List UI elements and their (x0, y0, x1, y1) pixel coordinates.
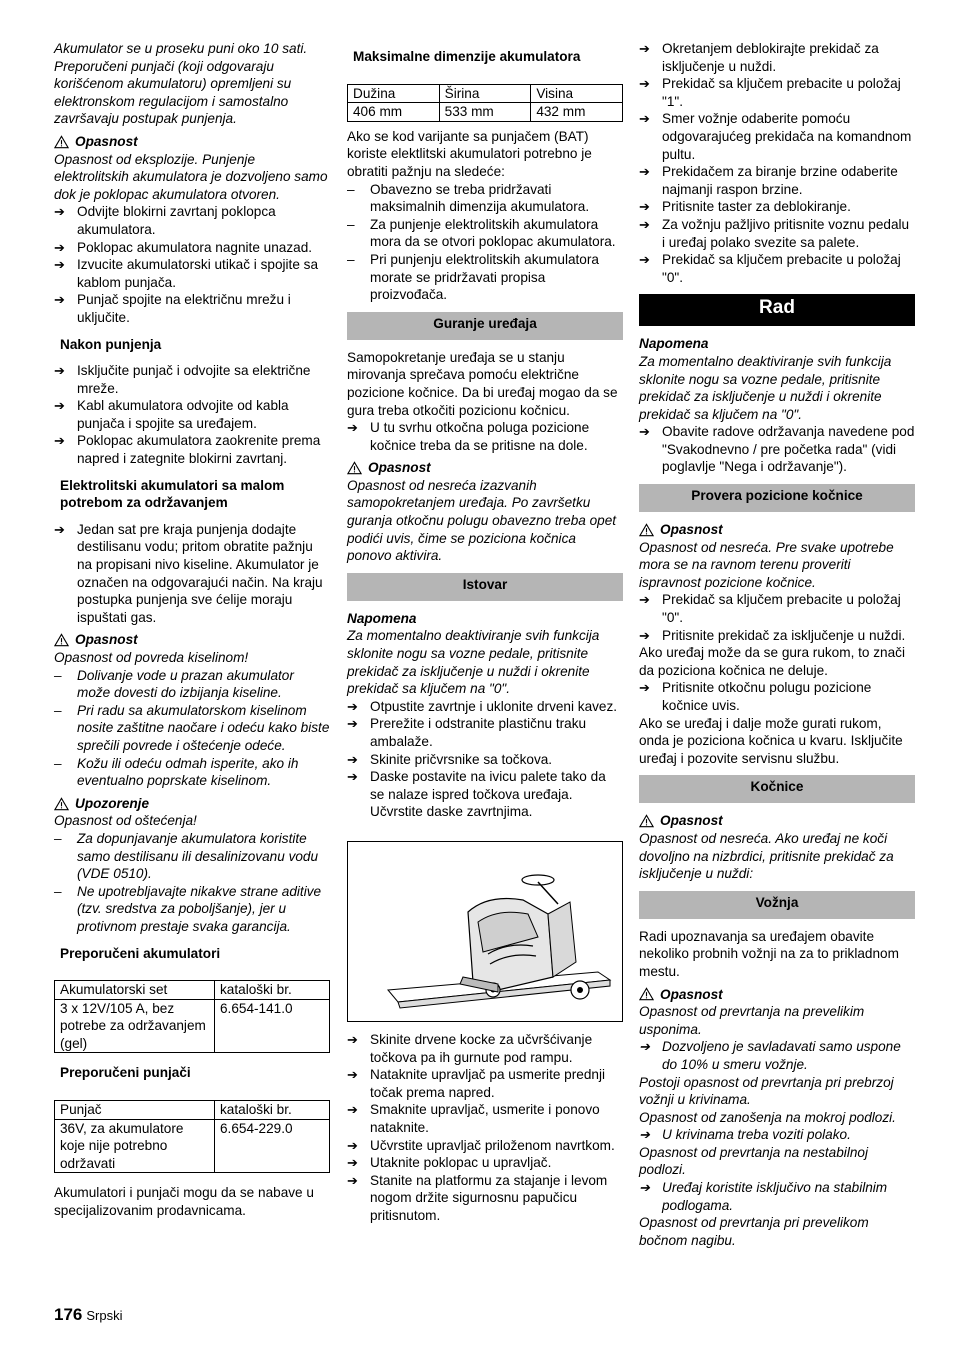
table-row: 3 x 12V/105 A, bez potrebe za održavanjem (gel) 6.654-141.0 (55, 999, 330, 1053)
dash-item: – Dolivanje vode u prazan akumulator može dovesti do izbijanja kiseline. (54, 667, 294, 701)
arrow-icon: ➔ (347, 751, 358, 767)
warning-triangle-icon (639, 523, 654, 537)
step-item: ➔ Otpustite zavrtnje i uklonite drveni kavez. (347, 698, 618, 714)
warning-text: Opasnost od prevrtanja na nestabilnoj podlozi. (639, 1144, 868, 1178)
warning-text: Opasnost od povreda kiselinom! (54, 650, 249, 665)
section-bar-brake-check: Provera pozicione kočnice (639, 484, 915, 512)
arrow-icon: ➔ (54, 239, 65, 255)
step-item: ➔ Smaknite upravljač, usmerite i ponovo nataknite. (347, 1102, 600, 1135)
arrow-icon: ➔ (639, 424, 650, 440)
step-item: ➔ U tu svrhu otkočna poluga pozicione kočnice treba da se pritisne na dole. (347, 420, 590, 453)
arrow-icon: ➔ (639, 1180, 650, 1196)
warning-heading (54, 795, 330, 813)
dash-item: – Pri punjenju elektrolitskih akumulatora morate se pridržavati propisa proizvođača. (347, 251, 599, 303)
step-item: ➔ Nataknite upravljač pa usmerite prednji točak prema napred. (347, 1067, 605, 1100)
step-item: ➔ Skinite drvene kocke za učvršćivanje točkova pa ih gurnute pod rampu. (347, 1031, 593, 1065)
warning-triangle-icon (639, 987, 654, 1001)
outro-text: Akumulatori i punjači mogu da se nabave u specijalizovanim prodavnicama. (54, 1185, 314, 1219)
arrow-icon: ➔ (54, 363, 65, 379)
dimensions-table (347, 84, 623, 122)
column-3 (639, 40, 915, 1249)
step-item: ➔ Učvrstite upravljač priloženom navrtkom. (347, 1137, 615, 1153)
ride-on-machine-drawing (348, 842, 622, 1022)
arrow-icon: ➔ (54, 521, 65, 537)
dash-item: – Za dopunjavanje akumulatora koristite samo destilisanu ili desalinizovanu vodu (VDE 0510). (54, 830, 319, 882)
step-item: ➔ Uređaj koristite isključivo na stabilnim podlogama. (639, 1180, 888, 1213)
body-text: Ako uređaj može da se gura rukom, to znači da poziciona kočnica ne deluje. (639, 645, 905, 678)
arrow-icon: ➔ (54, 433, 65, 449)
step-item: ➔ Smer vožnje odaberite pomoću odgovarajućeg prekidača na komandnom pultu. (639, 111, 912, 162)
column-2 (347, 40, 623, 1225)
page-footer (54, 1306, 123, 1325)
note-text: Za momentalno deaktiviranje svih funkcija sklonite nogu sa vozne pedale, pritisnite prekidač za isključenje u nuždi i okrenite prekidač sa ključem na "0". (347, 628, 600, 697)
warning-heading (639, 986, 915, 1004)
step-item: ➔ Punjač spojite na električnu mrežu i uključite. (54, 292, 291, 325)
warning-title: Opasnost (368, 460, 431, 476)
arrow-icon: ➔ (347, 698, 358, 714)
arrow-icon: ➔ (639, 41, 650, 56)
warning-text: Opasnost od oštećenja! (54, 813, 197, 829)
warning-title: Opasnost (660, 813, 723, 829)
arrow-icon: ➔ (54, 204, 65, 220)
warning-triangle-icon (54, 797, 69, 811)
step-item: ➔ Daske postavite na ivicu palete tako da se nalaze ispred točkova uređaja. Učvrstite daske zavrtnjima. (347, 769, 606, 820)
arrow-icon: ➔ (347, 1172, 358, 1188)
machine-illustration (347, 841, 623, 1022)
step-item: ➔ U krivinama treba voziti polako. (639, 1127, 851, 1143)
warning-text: Opasnost od zanošenja na mokroj podlozi. (639, 1109, 896, 1125)
section-bar-pushing: Guranje uređaja (347, 312, 623, 340)
step-item: ➔ Odvijte blokirni zavrtanj poklopca akumulatora. (54, 204, 276, 237)
chapter-title-rad: Rad (639, 294, 915, 326)
step-item: ➔ Poklopac akumulatora nagnite unazad. (54, 239, 313, 255)
warning-text: Postoji opasnost od prevrtanja pri prebrzoj vožnji u krivinama. (639, 1074, 894, 1108)
dash-item: – Za punjenje elektrolitskih akumulatora mora da se otvori poklopac akumulatora. (347, 216, 616, 250)
warning-title: Upozorenje (75, 795, 150, 811)
table-row: 406 mm 533 mm 432 mm (348, 103, 623, 122)
step-item: ➔ Okretanjem deblokirajte prekidač za isključenje u nuždi. (639, 41, 879, 74)
warning-text: Opasnost od nesreća. Pre svake upotrebe mora se na ravnom terenu proveriti ispravnost pozicione kočnice. (639, 539, 894, 590)
arrow-icon: ➔ (639, 111, 650, 127)
step-item: ➔ Obavite radove održavanja navedene pod "Svakodnevno / pre početka rada" (vidi poglavlje "Nega i održavanje"). (639, 424, 915, 475)
warning-text: Opasnost od nesreća. Ako uređaj ne koči dovoljno na nizbrdici, pritisnite prekidač za isključenje u nuždi: (639, 830, 894, 882)
section-bar-driving: Vožnja (639, 891, 915, 919)
body-text: Ako se uređaj i dalje može gurati rukom, onda je poziciona kočnica u kvaru. Isključite uređaj i pozovite servisnu službu. (639, 715, 903, 766)
step-item: ➔ Stanite na platformu za stajanje i levom nogom držite sigurnosnu papučicu pritisnutom. (347, 1172, 608, 1223)
warning-triangle-icon (347, 461, 362, 475)
step-item: ➔ Prerežite i odstranite plastičnu traku ambalaže. (347, 716, 587, 749)
section-subtitle: Maksimalne dimenzije akumulatora (353, 49, 581, 64)
column-1 (54, 40, 330, 1220)
arrow-icon: ➔ (639, 1039, 650, 1055)
dash-item: – Obavezno se treba pridržavati maksimalnih dimenzija akumulatora. (347, 181, 590, 215)
section-bar-unloading: Istovar (347, 573, 623, 601)
page-number: 176 (54, 1305, 83, 1324)
arrow-icon: ➔ (639, 216, 650, 232)
step-item: ➔ Prekidač sa ključem prebacite u položaj "0". (639, 252, 901, 285)
step-item: ➔ Pritisnite taster za deblokiranje. (639, 199, 851, 215)
arrow-icon: ➔ (639, 164, 650, 180)
arrow-icon: ➔ (347, 420, 358, 436)
warning-heading (54, 631, 330, 649)
arrow-icon: ➔ (639, 592, 650, 608)
note-title: Napomena (347, 610, 417, 626)
arrow-icon: ➔ (347, 1137, 358, 1153)
table-row: Dužina Širina Visina (348, 84, 623, 103)
arrow-icon: ➔ (347, 716, 358, 732)
battery-table (54, 980, 330, 1053)
warning-triangle-icon (54, 633, 69, 647)
arrow-icon: ➔ (54, 292, 65, 308)
language-label: Srpski (86, 1308, 123, 1323)
table-row: 36V, za akumulatore koje nije potrebno održavati 6.654-229.0 (55, 1119, 330, 1173)
warning-triangle-icon (54, 135, 69, 149)
arrow-icon: ➔ (347, 1102, 358, 1118)
warning-heading (639, 521, 915, 539)
arrow-icon: ➔ (639, 680, 650, 696)
warning-triangle-icon (639, 814, 654, 828)
arrow-icon: ➔ (347, 1155, 358, 1171)
section-subtitle: Preporučeni akumulatori (60, 945, 221, 961)
arrow-icon: ➔ (639, 627, 650, 643)
warning-text: Opasnost od prevrtanja pri prevelikom bočnom nagibu. (639, 1215, 869, 1248)
intro-text: Akumulator se u proseku puni oko 10 sati. Preporučeni punjači (koji odgovaraju korišćenom akumulatoru) opremljeni su elektronskom regulacijom i samostalno završavaju postupak punjenja. (54, 41, 308, 127)
body-text: Ako se kod varijante sa punjačem (BAT) koriste elektlitski akumulatori potrebno je obratiti pažnju na sledeće: (347, 128, 592, 179)
arrow-icon: ➔ (347, 769, 358, 785)
step-item: ➔ Utaknite poklopac u upravljač. (347, 1155, 552, 1171)
table-row: Punjač kataloški br. (55, 1101, 330, 1120)
warning-text: Opasnost od eksplozije. Punjenje elektrolitskih akumulatora je dozvoljeno samo dok je poklopac akumulatora otvoren. (54, 151, 328, 202)
warning-title: Opasnost (75, 632, 138, 648)
arrow-icon: ➔ (347, 1031, 358, 1047)
note-title: Napomena (639, 336, 709, 352)
step-item: ➔ Izvucite akumulatorski utikač i spojite sa kablom punjača. (54, 257, 319, 290)
step-item: ➔ Jedan sat pre kraja punjenja dodajte destilisanu vodu; pritom obratite pažnju na propisani nivo kiseline. Akumulator je označen na odgovarajući način. Na kraju postupka punjenja sve ćelije moraju ispuštati gas. (54, 521, 323, 625)
note-text: Za momentalno deaktiviranje svih funkcija sklonite nogu sa vozne pedale, pritisnite prekidač za isključenje u nuždi i okrenite prekidač sa ključem na "0". (639, 353, 892, 422)
arrow-icon: ➔ (639, 1127, 650, 1143)
arrow-icon: ➔ (54, 257, 65, 273)
step-item: ➔ Isključite punjač i odvojite sa električne mreže. (54, 363, 311, 396)
body-text: Samopokretanje uređaja se u stanju mirovanja sprečava pomoću električne pozicione kočnice. Da bi uređaj mogao da se gura treba otkočiti pozicionu kočnicu. (347, 349, 618, 418)
step-item: ➔ Pritisnite prekidač za isključenje u nuždi. (639, 627, 906, 643)
table-row: Akumulatorski set kataloški br. (55, 981, 330, 1000)
arrow-icon: ➔ (639, 76, 650, 92)
section-subtitle: Nakon punjenja (60, 336, 162, 352)
step-item: ➔ Prekidač sa ključem prebacite u položaj "0". (639, 592, 901, 626)
warning-title: Opasnost (660, 986, 723, 1002)
arrow-icon: ➔ (639, 252, 650, 268)
arrow-icon: ➔ (347, 1067, 358, 1083)
body-text: Radi upoznavanja sa uređajem obavite nekoliko probnih vožnji na za to prikladnom mestu. (639, 928, 899, 979)
warning-title: Opasnost (75, 133, 138, 149)
section-subtitle: Preporučeni punjači (60, 1065, 191, 1081)
warning-title: Opasnost (660, 522, 723, 538)
step-item: ➔ Prekidač sa ključem prebacite u položaj "1". (639, 76, 901, 109)
step-item: ➔ Dozvoljeno je savladavati samo uspone do 10% u smeru vožnje. (639, 1039, 901, 1072)
dash-item: – Ne upotrebljavajte nikakve strane aditive (tzv. sredstva za poboljšanje), jer u protivnom prestaje svaka garancija. (54, 883, 322, 934)
arrow-icon: ➔ (54, 398, 65, 414)
warning-text: Opasnost od nesreća izazvanih samopokretanjem uređaja. Po završetku guranja otkočnu polugu obavezno treba opet podići uvis, čime se poziciona kočnica ponovo aktivira. (347, 477, 617, 564)
warning-heading (347, 459, 623, 477)
warning-heading (54, 133, 330, 151)
step-item: ➔ Za vožnju pažljivo pritisnite voznu pedalu i uređaj polako svezite sa palete. (639, 216, 910, 250)
section-subtitle: Elektrolitski akumulatori sa malom potrebom za održavanjem (60, 477, 285, 511)
step-item: ➔ Prekidačem za biranje brzine odaberite najmanji raspon brzine. (639, 164, 898, 197)
step-item: ➔ Pritisnite otkočnu polugu pozicione kočnice uvis. (639, 680, 872, 713)
section-bar-brakes: Kočnice (639, 775, 915, 803)
warning-heading (639, 812, 915, 830)
dash-item: – Pri radu sa akumulatorskom kiselinom nosite zaštitne naočare i odeću kako biste sprečili povrede i oštećenje odeće. (54, 702, 330, 753)
warning-text: Opasnost od prevrtanja na prevelikim usponima. (639, 1004, 865, 1037)
charger-table (54, 1100, 330, 1173)
step-item: ➔ Skinite pričvrsnike sa točkova. (347, 751, 553, 767)
step-item: ➔ Poklopac akumulatora zaokrenite prema napred i zategnite blokirni zavrtanj. (54, 433, 321, 467)
dash-item: – Kožu ili odeću odmah isperite, ako ih eventualno poprskate kiselinom. (54, 755, 299, 789)
step-item: ➔ Kabl akumulatora odvojite od kabla punjača i spojite sa uređajem. (54, 398, 289, 431)
arrow-icon: ➔ (639, 199, 650, 215)
